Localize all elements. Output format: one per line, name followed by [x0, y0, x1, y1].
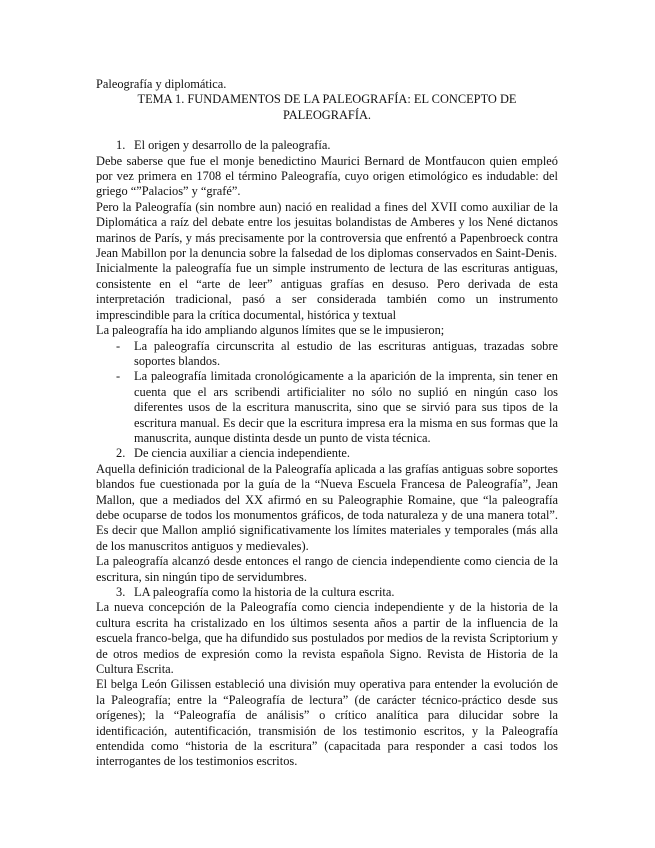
dash-bullet: - [116, 338, 121, 353]
paragraph: Inicialmente la paleografía fue un simple instrumento de lectura de las escrituras antiguas, consistente en el “arte de leer” antiguas grafías en desuso. Pero derivada de esta interpretación tradicional, pasó a ser considerada también como un instrumento imprescindible para la crítica documental, histórica y textual [96, 261, 558, 322]
document-title: TEMA 1. FUNDAMENTOS DE LA PALEOGRAFÍA: EL CONCEPTO DE PALEOGRAFÍA. [137, 92, 517, 122]
paragraph: El belga León Gilissen estableció una división muy operativa para entender la evolución de la Paleografía; entre la “Paleografía de lectura” (de carácter técnico-práctico desde sus orígenes); la “Paleografía de análisis” o crítico analítica para dilucidar sobre la identificación, autentificación, transmisión de los testimonio escritos, y la Paleografía entendida como “historia de la escritura” (capacitada para responder a casi todos los interrogantes de los testimonios escritos. [96, 677, 558, 769]
paragraph: Pero la Paleografía (sin nombre aun) nació en realidad a fines del XVII como auxiliar de la Diplomática a raíz del debate entre los jesuitas bolandistas de Amberes y los Nené dictanos marinos de París, y más precisamente por la controversia que enfrentó a Papenbroeck contra Jean Mabillon por la denuncia sobre la falsedad de los diplomas conservados en Saint-Denis. [96, 199, 558, 261]
subject-line: Paleografía y diplomática. [96, 77, 227, 91]
dash-bullet: - [116, 369, 121, 384]
section-title: De ciencia auxiliar a ciencia independiente. [134, 446, 351, 461]
section-number: 1. [116, 138, 126, 153]
list-item-text: La paleografía circunscrita al estudio de las escrituras antiguas, trazadas sobre soportes blandos. [134, 338, 558, 368]
paragraph: La paleografía alcanzó desde entonces el rango de ciencia independiente como ciencia de la escritura, sin ningún tipo de servidumbres. [96, 554, 558, 584]
section-number: 3. [116, 585, 126, 599]
section-title: LA paleografía como la historia de la cultura escrita. [134, 585, 395, 599]
section-heading-1 [96, 138, 558, 153]
paragraph: La nueva concepción de la Paleografía como ciencia independiente y de la historia de la cultura escrita ha cristalizado en los últimos sesenta años a partir de la influencia de la escuela franco-belga, que ha difundido sus postulados por medios de la revista Scriptorium y de otros medios de expresión como la revista española Signo. Revista de Historia de la Cultura Escrita. [96, 600, 558, 677]
paragraph: Aquella definición tradicional de la Paleografía aplicada a las grafías antiguas sobre soportes blandos fue cuestionada por la guía de la “Nueva Escuela Francesa de Paleografía”, Jean Mallon, que a mediados del XX afirmó en su Paleographie Romaine, que “la paleografía debe ocuparse de todos los monumentos gráficos, de toda naturaleza y de una manera total”. Es decir que Mallon amplió significativamente los límites materiales y temporales (más alla de los manuscritos antiguos y medievales). [96, 461, 558, 553]
section-number: 2. [116, 446, 126, 461]
document-body [96, 77, 558, 770]
paragraph: Debe saberse que fue el monje benedictino Maurici Bernard de Montfaucon quien empleó por vez primera en 1708 el término Paleografía, cuyo origen etimológico es indudable: del griego “”Palacios” y “grafé”. [96, 153, 558, 199]
list-item [96, 369, 558, 446]
list-item [96, 339, 558, 370]
section-title: El origen y desarrollo de la paleografía. [134, 138, 331, 153]
paragraph: La paleografía ha ido ampliando algunos límites que se le impusieron; [96, 323, 445, 338]
section-heading-2 [96, 446, 558, 461]
spacer [96, 123, 558, 138]
list-item-text: La paleografía limitada cronológicamente a la aparición de la imprenta, sin tener en cuenta que el ars scribendi artificialiter no sólo no suplió en ningún caso los diferentes usos de la escritura manuscrita, sino que se sirvió para sus tipos de la escritura manual. Es decir que la escritura impresa era la misma en sus formas que la manuscrita, aunque distinta desde un punto de vista técnica. [134, 369, 558, 445]
section-heading-3 [96, 585, 558, 600]
